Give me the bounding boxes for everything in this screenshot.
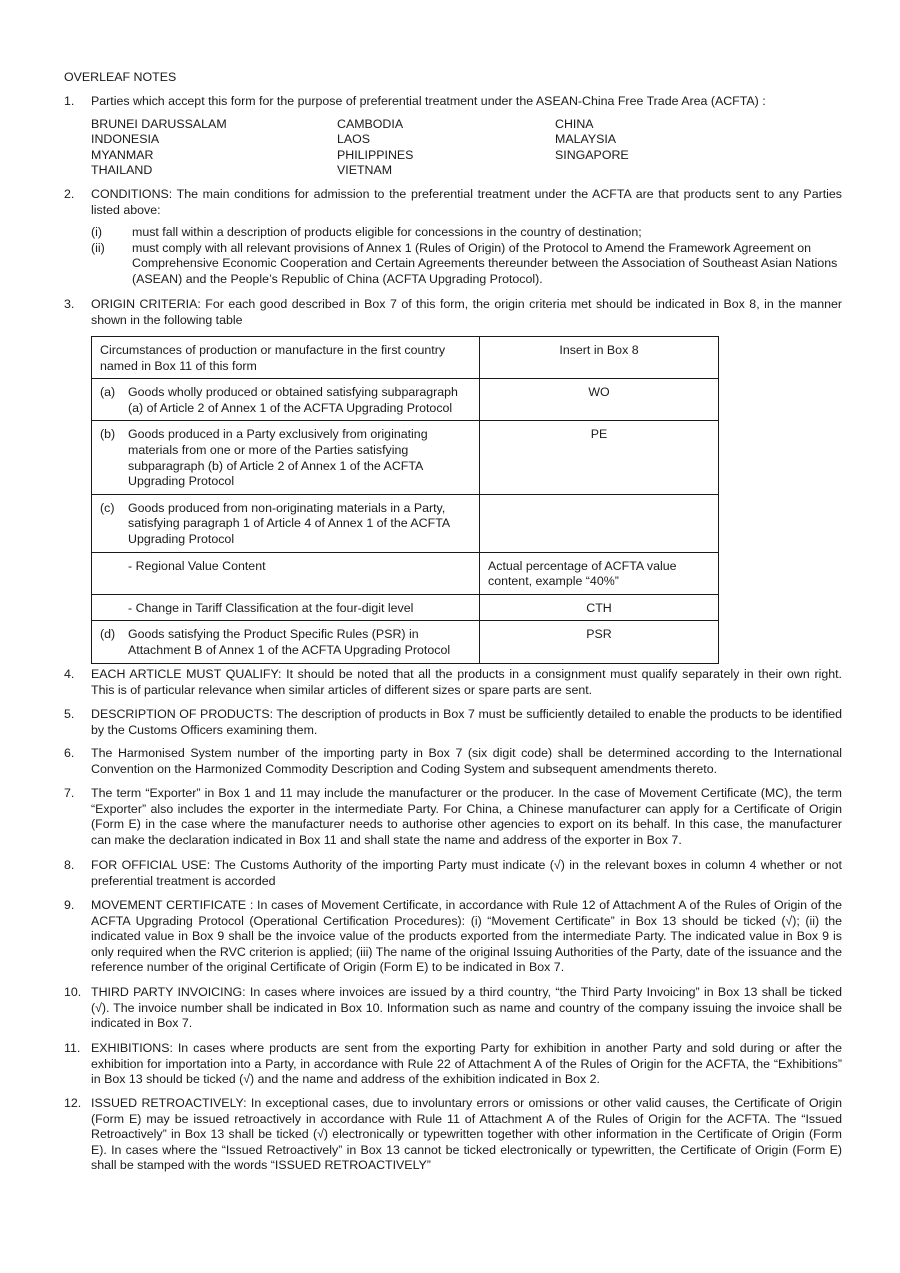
criterion-key: (a) (100, 385, 116, 400)
party-row (91, 117, 771, 133)
table-row (92, 552, 719, 594)
criterion-code: PSR (480, 621, 719, 663)
note-1 (64, 94, 842, 179)
condition-item (91, 241, 842, 288)
party-name: CHINA (555, 116, 594, 131)
note-10 (64, 985, 842, 1032)
note-number: 6. (64, 746, 75, 760)
party-row (91, 132, 771, 148)
criterion-text: Goods satisfying the Product Specific Rules (PSR) in Attachment B of Annex 1 of the ACFTA Upgrading Protocol (128, 627, 451, 657)
note-number: 7. (64, 786, 75, 800)
note-text: Parties which accept this form for the purpose of preferential treatment under the ASEAN-China Free Trade Area (ACFTA) : (91, 94, 766, 108)
party-name: INDONESIA (91, 132, 160, 147)
note-number: 10. (64, 985, 82, 999)
table-row (92, 621, 719, 663)
note-number: 1. (64, 94, 75, 108)
criterion-text: - Change in Tariff Classification at the four-digit level (128, 600, 414, 615)
criterion-code: WO (480, 379, 719, 421)
condition-text: must comply with all relevant provisions of Annex 1 (Rules of Origin) of the Protocol to Amend the Framework Agreement on Comprehensive Economic Cooperation and Certain Agreements thereunder between the Association of Southeast Asian Nations (ASEAN) and the People’s Republic of China (ACFTA Upgrading Protocol). (132, 240, 838, 286)
note-11 (64, 1041, 842, 1088)
note-number: 11. (64, 1041, 81, 1055)
criterion-code: Actual percentage of ACFTA value content, example “40%” (480, 552, 719, 594)
criterion-key: (c) (100, 500, 115, 515)
party-name: CAMBODIA (337, 116, 404, 131)
party-row (91, 148, 771, 164)
condition-text: must fall within a description of products eligible for concessions in the country of destination; (132, 225, 642, 240)
note-2 (64, 187, 842, 288)
party-name: BRUNEI DARUSSALAM (91, 116, 227, 131)
table-header-cell: Insert in Box 8 (480, 337, 719, 379)
note-number: 12. (64, 1096, 82, 1110)
note-text: ISSUED RETROACTIVELY: In exceptional cases, due to involuntary errors or omissions or other valid causes, the Certificate of Origin (Form E) may be issued retroactively in accordance with Rule 11 of Attachment A of the Rules of Origin for the ACFTA. The “Issued Retroactively” in Box 13 shall be ticked (√) electronically or typewritten together with other information in the Certificate of Origin (Form E). In cases where the “Issued Retroactively” in Box 13 cannot be ticked electronically or typewritten, the Certificate of Origin (Form E) shall be stamped with the words “ISSUED RETROACTIVELY” (91, 1096, 842, 1173)
page-title: OVERLEAF NOTES (64, 70, 177, 84)
party-list (91, 117, 771, 179)
condition-number: (ii) (91, 240, 105, 255)
note-text: The term “Exporter” in Box 1 and 11 may include the manufacturer or the producer. In the case of Movement Certificate (MC), the term “Exporter” also includes the exporter in the intermediate Party. For China, a Chinese manufacturer can apply for a Certificate of Origin (Form E) in the case where the manufacturer needs to authorise other agencies to export on its behalf. In this case, the manufacturer can make the declaration indicated in Box 11 and shall state the name and address of the exporter in Box 7. (91, 786, 842, 847)
party-name: SINGAPORE (555, 147, 629, 162)
note-number: 5. (64, 707, 75, 721)
note-text: EXHIBITIONS: In cases where products are sent from the exporting Party for exhibition in another Party and sold during or after the exhibition for importation into a Party, in accordance with Rule 22 of Attachment A of the Rules of Origin for the ACFTA, the “Exhibitions” in Box 13 should be ticked (√) and the name and address of the exhibition indicated in Box 2. (91, 1041, 842, 1087)
note-text: FOR OFFICIAL USE: The Customs Authority of the importing Party must indicate (√) in the relevant boxes in column 4 whether or not preferential treatment is accorded (91, 858, 842, 888)
criterion-key: (b) (100, 427, 116, 442)
party-name: VIETNAM (337, 163, 393, 178)
party-name: LAOS (337, 132, 371, 147)
table-row (92, 379, 719, 421)
note-7 (64, 786, 842, 848)
note-text: DESCRIPTION OF PRODUCTS: The description of products in Box 7 must be sufficiently detailed to enable the products to be identified by the Customs Officers examining them. (91, 707, 842, 737)
note-4 (64, 667, 842, 698)
note-6 (64, 746, 842, 777)
criterion-text: - Regional Value Content (128, 558, 266, 573)
criterion-text: Goods wholly produced or obtained satisfying subparagraph (a) of Article 2 of Annex 1 of the ACFTA Upgrading Protocol (128, 385, 458, 415)
condition-number: (i) (91, 225, 103, 240)
criterion-text: Goods produced from non-originating materials in a Party, satisfying paragraph 1 of Article 4 of Annex 1 of the ACFTA Upgrading Protocol (128, 500, 450, 546)
note-text: ORIGIN CRITERIA: For each good described in Box 7 of this form, the origin criteria met should be indicated in Box 8, in the manner shown in the following table (91, 297, 842, 327)
origin-criteria-table (91, 336, 719, 664)
note-number: 4. (64, 667, 75, 681)
note-12 (64, 1096, 842, 1174)
criterion-code: CTH (480, 594, 719, 621)
party-name: MALAYSIA (555, 132, 617, 147)
note-text: EACH ARTICLE MUST QUALIFY: It should be noted that all the products in a consignment must qualify separately in their own right. This is of particular relevance when similar articles of different sizes or spare parts are sent. (91, 667, 842, 697)
criterion-code: PE (480, 421, 719, 494)
note-3 (64, 297, 842, 328)
table-header-cell: Circumstances of production or manufacture in the first country named in Box 11 of this form (92, 337, 480, 379)
table-row (92, 494, 719, 552)
note-text: The Harmonised System number of the importing party in Box 7 (six digit code) shall be determined according to the International Convention on the Harmonized Commodity Description and Coding System and subsequent amendments thereto. (91, 746, 842, 776)
party-name (555, 163, 755, 179)
party-name: MYANMAR (91, 147, 154, 162)
note-number: 2. (64, 187, 75, 201)
criterion-text: Goods produced in a Party exclusively from originating materials from one or more of the Parties satisfying subparagraph (b) of Article 2 of Annex 1 of the ACFTA Upgrading Protocol (128, 427, 428, 489)
note-text: THIRD PARTY INVOICING: In cases where invoices are issued by a third country, “the Third Party Invoicing” in Box 13 shall be ticked (√). The invoice number shall be indicated in Box 10. Information such as name and country of the company issuing the invoice shall be indicated in Box 7. (91, 985, 842, 1031)
note-text: MOVEMENT CERTIFICATE : In cases of Movement Certificate, in accordance with Rule 12 of Attachment A of the Rules of Origin of the ACFTA Upgrading Protocol (Operational Certification Procedures): (i) “Movement Certificate” in Box 13 should be ticked (√); (ii) the indicated value in Box 9 shall be the invoice value of the products exported from the intermediate Party. The indicated value in Box 9 is only required when the RVC criterion is applied; (iii) The name of the original Issuing Authorities of the Party, date of the issuance and the reference number of the original Certificate of Origin (Form E) to be indicated in Box 7. (91, 898, 842, 975)
note-9 (64, 898, 842, 976)
table-row (92, 594, 719, 621)
criterion-key: (d) (100, 627, 116, 642)
note-number: 8. (64, 858, 75, 872)
note-number: 9. (64, 898, 75, 912)
condition-list (91, 225, 842, 287)
party-row (91, 163, 771, 179)
table-header-row (92, 337, 719, 379)
party-name: PHILIPPINES (337, 147, 414, 162)
note-8 (64, 858, 842, 889)
note-5 (64, 707, 842, 738)
note-number: 3. (64, 297, 75, 311)
table-row (92, 421, 719, 494)
party-name: THAILAND (91, 163, 153, 178)
criterion-code (480, 494, 719, 552)
note-text: CONDITIONS: The main conditions for admission to the preferential treatment under the ACFTA are that products sent to any Parties listed above: (91, 187, 842, 217)
condition-item (91, 225, 842, 241)
